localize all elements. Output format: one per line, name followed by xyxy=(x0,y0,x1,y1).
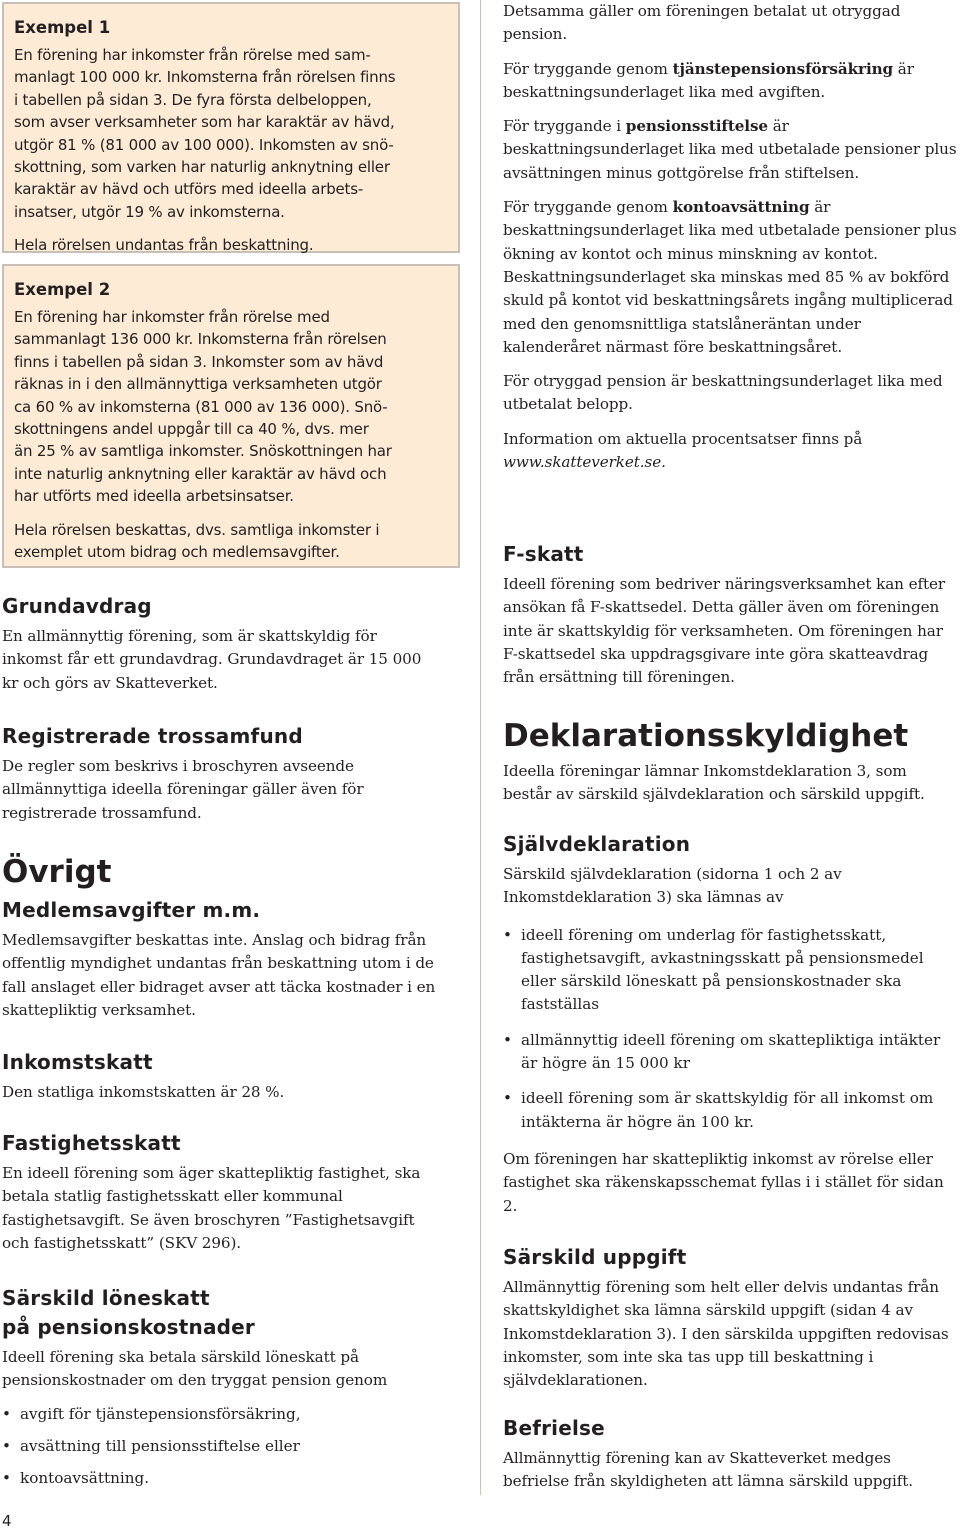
example-2-box xyxy=(2,264,460,568)
list-item: • kontoavsättning. xyxy=(2,1469,150,1488)
section-inkomstskatt xyxy=(2,1049,442,1104)
example-2-conclusion: Hela rörelsen beskattas, dvs. samtliga inkomster i exemplet utom bidrag och medlemsavgifter. xyxy=(14,520,380,562)
inkomstskatt-heading: Inkomstskatt xyxy=(2,1050,153,1074)
konto-text: För tryggande genom kontoavsättning är beskattningsunderlaget lika med utbetalade pensioner plus ökning av kontot och minus minskning av kontot. Beskattningsunderlaget ska minskas med 85 % av bokförd skuld på kontot vid beskattningsårets ingång multiplicerad med den genomsnittliga statslåneräntan under kalenderåret närmast före beskattningsåret. xyxy=(503,198,957,356)
list-item: • avsättning till pensionsstiftelse eller xyxy=(2,1436,300,1455)
befrielse-text: Allmännyttig förening kan av Skatteverket medges befrielse från skyldigheten att lämna särskild uppgift. xyxy=(503,1449,913,1491)
section-deklaration xyxy=(503,716,958,807)
section-fskatt xyxy=(503,541,958,689)
example-1-text: En förening har inkomster från rörelse med sam- manlagt 100 000 kr. Inkomsterna från rörelsen finns i tabellen på sidan 3. De fyra första delbeloppen, som avser verksamheter som har karaktär av hävd, utgör 81 % (81 000 av 100 000). Inkomsten av snö- skottning, som varken har naturlig anknytning eller karaktär av hävd och utförs med ideella arbets- insatser, utgör 19 % av inkomsterna. xyxy=(14,46,396,221)
loneskatt-list xyxy=(2,1403,442,1491)
skatteverket-link[interactable]: www.skatteverket.se. xyxy=(503,453,666,472)
grundavdrag-heading: Grundavdrag xyxy=(2,594,152,618)
befrielse-heading: Befrielse xyxy=(503,1416,605,1440)
fskatt-heading: F-skatt xyxy=(503,542,584,566)
example-1-conclusion: Hela rörelsen undantas från beskattning. xyxy=(14,236,314,255)
loneskatt-text: Ideell förening ska betala särskild löneskatt på pensionskostnader om den tryggat pension genom xyxy=(2,1348,388,1390)
section-sarskild-uppgift xyxy=(503,1244,958,1392)
example-1-box xyxy=(2,2,460,253)
example-2-text: En förening har inkomster från rörelse med sammanlagt 136 000 kr. Inkomsterna från rörelsen finns i tabellen på sidan 3. Inkomster som av hävd räknas in i den allmännyttiga verksamheten utgör ca 60 % av inkomsterna (81 000 av 136 000). Snö- skottningens andel uppgår till ca 40 %, dvs. mer än 25 % av samtliga inkomster. Snöskottningen har inte naturlig anknytning eller karaktär av hävd och har utförts med ideella arbetsinsatser. xyxy=(14,308,392,506)
otryggad2-text: För otryggad pension är beskattningsunderlaget lika med utbetalat belopp. xyxy=(503,372,943,414)
section-medlemsavgifter xyxy=(2,897,442,1022)
deklaration-text: Ideella föreningar lämnar Inkomstdeklaration 3, som består av särskild självdeklaration och särskild uppgift. xyxy=(503,762,925,804)
section-sjalvdeklaration xyxy=(503,831,958,1218)
section-fastighetsskatt xyxy=(2,1130,442,1255)
fskatt-text: Ideell förening som bedriver näringsverksamhet kan efter ansökan få F-skattsedel. Detta gäller även om föreningen inte är skattskyldig för verksamheten. Om föreningen har F-skattsedel ska uppdragsgivare inte göra skatteavdrag från ersättning till föreningen. xyxy=(503,575,946,687)
inkomstskatt-text: Den statliga inkomstskatten är 28 %. xyxy=(2,1083,285,1101)
list-item: • ideell förening om underlag för fastighetsskatt, fastighetsavgift, avkastningsskatt på pensionsmedel eller särskild löneskatt på pensionskostnader ska fastställas xyxy=(503,925,924,1014)
section-befrielse xyxy=(503,1415,958,1494)
deklaration-heading: Deklarationsskyldighet xyxy=(503,718,909,754)
fastighetsskatt-text: En ideell förening som äger skattepliktig fastighet, ska betala statlig fastighetsskatt eller kommunal fastighetsavgift. Se även broschyren ”Fastighetsavgift och fastighetsskatt” (SKV 296). xyxy=(2,1164,421,1252)
stiftelse-text: För tryggande i pensionsstiftelse är beskattningsunderlaget lika med utbetalade pensioner plus avsättningen minus gottgörelse från stiftelsen. xyxy=(503,117,957,182)
medlemsavgifter-text: Medlemsavgifter beskattas inte. Anslag och bidrag från offentlig myndighet undantas från beskattning utom i de fall anslaget eller bidraget avser att täcka kostnader i en skattepliktig verksamhet. xyxy=(2,931,436,1019)
medlemsavgifter-heading: Medlemsavgifter m.m. xyxy=(2,898,261,922)
section-loneskatt xyxy=(2,1284,442,1499)
list-item: • ideell förening som är skattskyldig för all inkomst om intäkterna är högre än 100 kr. xyxy=(503,1089,934,1131)
list-item: • avgift för tjänstepensionsförsäkring, xyxy=(2,1404,301,1423)
column-divider xyxy=(480,0,481,1495)
section-ovrigt xyxy=(2,852,442,892)
sarskild-uppgift-text: Allmännyttig förening som helt eller delvis undantas från skattskyldighet ska lämna särskild uppgift (sidan 4 av Inkomstdeklaration 3). I den särskilda uppgiften redovisas inkomster, som inte ska tas upp till beskattning i självdeklarationen. xyxy=(503,1278,949,1390)
list-item: • allmännyttig ideell förening om skattepliktiga intäkter är högre än 15 000 kr xyxy=(503,1030,941,1073)
page-number: 4 xyxy=(2,1512,12,1530)
sjalvdeklaration-text: Särskild självdeklaration (sidorna 1 och 2 av Inkomstdeklaration 3) ska lämnas av xyxy=(503,865,842,907)
sjalvdeklaration-list xyxy=(503,924,958,1134)
sjalvdeklaration-heading: Självdeklaration xyxy=(503,832,691,856)
section-pension-rules xyxy=(503,0,958,474)
fastighetsskatt-heading: Fastighetsskatt xyxy=(2,1131,181,1155)
section-grundavdrag xyxy=(2,593,442,695)
trossamfund-heading: Registrerade trossamfund xyxy=(2,724,303,748)
forsakring-text: För tryggande genom tjänstepensionsförsäkring är beskattningsunderlaget lika med avgiften. xyxy=(503,59,914,101)
trossamfund-text: De regler som beskrivs i broschyren avseende allmännyttiga ideella föreningar gäller även för registrerade trossamfund. xyxy=(2,757,364,822)
sarskild-uppgift-heading: Särskild uppgift xyxy=(503,1245,687,1269)
info-text: Information om aktuella procentsatser finns på www.skatteverket.se. xyxy=(503,429,863,472)
otryggad-text: Detsamma gäller om föreningen betalat ut otryggad pension. xyxy=(503,2,901,44)
sjalvdeklaration-after: Om föreningen har skattepliktig inkomst av rörelse eller fastighet ska räkenskapsschemat fyllas i i stället för sidan 2. xyxy=(503,1149,944,1215)
example-1-heading: Exempel 1 xyxy=(14,18,111,37)
loneskatt-heading: Särskild löneskatt på pensionskostnader xyxy=(2,1286,255,1339)
grundavdrag-text: En allmännyttig förening, som är skattskyldig för inkomst får ett grundavdrag. Grundavdraget är 15 000 kr och görs av Skatteverket. xyxy=(2,627,422,692)
section-trossamfund xyxy=(2,723,442,825)
ovrigt-heading: Övrigt xyxy=(2,854,112,890)
example-2-heading: Exempel 2 xyxy=(14,280,111,299)
